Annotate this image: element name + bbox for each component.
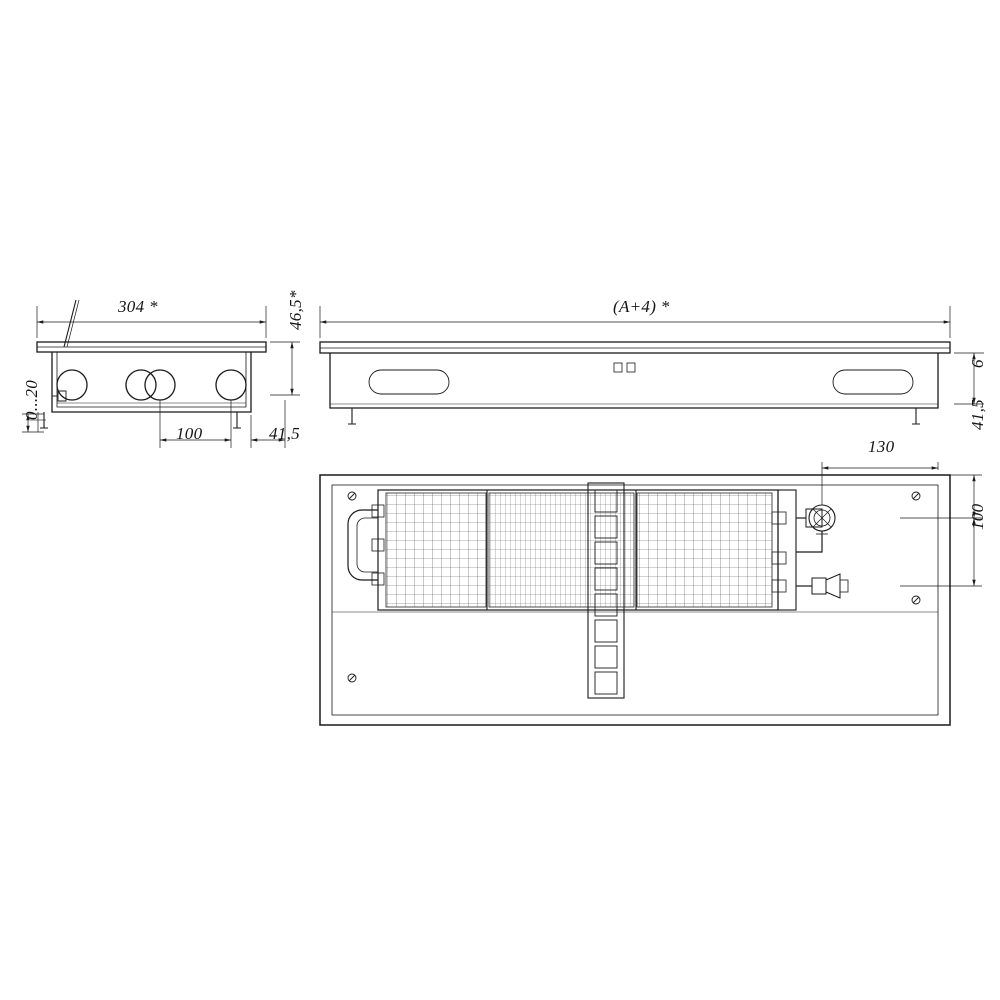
dim-label-spacing-100: 100 [176, 424, 203, 443]
top-plan-view [320, 475, 950, 725]
left-view-dimensions [22, 306, 300, 448]
front-view-dimensions [320, 306, 984, 404]
dim-label-width-304: 304 * [118, 297, 158, 316]
dim-label-edge-415-top: 41,5 [968, 399, 987, 430]
dim-label-length-a: (A+4) * [613, 297, 670, 316]
dim-label-valve-offset-130: 130 [868, 437, 895, 456]
dim-label-leg-adjust: 0...20 [22, 379, 41, 420]
dim-label-spacing-100-top: 100 [968, 503, 987, 530]
top-view-dimensions [822, 462, 982, 586]
dim-label-edge-415: 41,5 [269, 424, 300, 443]
front-elevation-view [320, 342, 950, 424]
dim-label-height-6: 6 [968, 359, 987, 368]
left-section-view [30, 300, 266, 432]
dim-label-height-465: 46,5* [286, 290, 305, 330]
